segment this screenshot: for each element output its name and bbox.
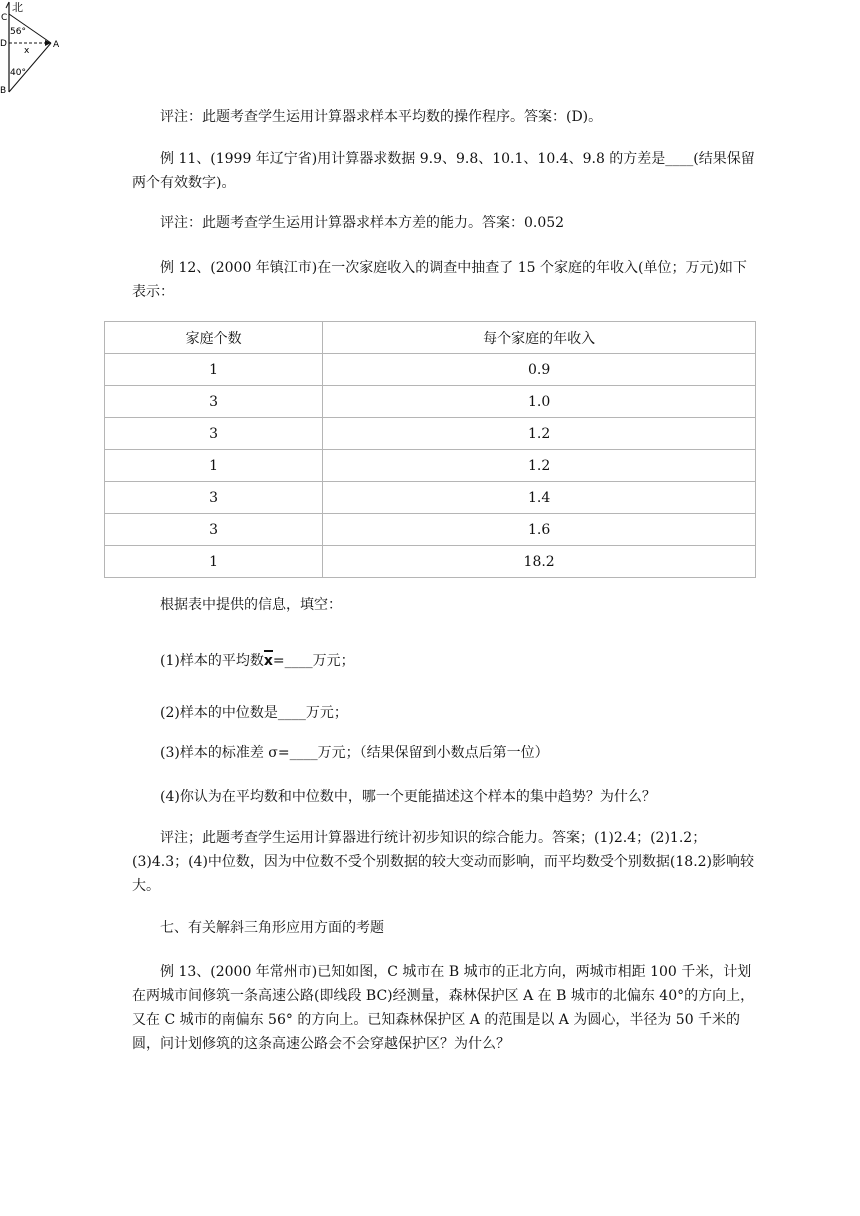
table-row: [105, 354, 756, 386]
table-cell: 3: [105, 386, 323, 418]
table-row: [105, 386, 756, 418]
question-4: (4)你认为在平均数和中位数中，哪一个更能描述这个样本的集中趋势？为什么？: [160, 789, 656, 805]
example-13: 例 13、(2000 年常州市)已知如图，C 城市在 B 城市的正北方向，两城市相距 100 千米，计划在两城市间修筑一条高速公路(即线段 BC)经测量，森林保护区 A 在 B 城市的北偏东 40°的方向上，又在 C 城市的南偏东 56° 的方向上。已知森林保护区 A 的范围是以 A 为圆心，半径为 50 千米的圆，问计划修筑的这条高速公路会不会穿越保护区？为什么？: [132, 964, 755, 1052]
q1-suffix: =____万元；: [272, 653, 355, 669]
table-cell: 1.2: [323, 450, 756, 482]
table-header-cell: 每个家庭的年收入: [323, 322, 756, 354]
table-cell: 1: [105, 546, 323, 578]
table-cell: 3: [105, 514, 323, 546]
question-2: (2)样本的中位数是____万元；: [160, 705, 348, 721]
example-12: 例 12、(2000 年镇江市)在一次家庭收入的调查中抽查了 15 个家庭的年收入(单位；万元)如下表示：: [132, 260, 747, 300]
label-d: D: [0, 39, 7, 49]
question-1: [160, 649, 760, 673]
table-row: [105, 546, 756, 578]
label-north: 北: [12, 1, 23, 14]
label-c: C: [1, 13, 8, 23]
comment-10: 评注：此题考查学生运用计算器求样本平均数的操作程序。答案：(D)。: [160, 109, 603, 125]
table-cell: 1.6: [323, 514, 756, 546]
income-table: [104, 321, 756, 578]
table-cell: 3: [105, 482, 323, 514]
section-7-heading: 七、有关解斜三角形应用方面的考题: [160, 920, 384, 936]
question-3: (3)样本的标准差 σ=____万元；（结果保留到小数点后第一位）: [160, 745, 549, 761]
label-angle-bottom: 40°: [10, 68, 26, 78]
table-row: [105, 514, 756, 546]
table-header-cell: 家庭个数: [105, 322, 323, 354]
label-a: A: [53, 40, 60, 50]
table-cell: 1.2: [323, 418, 756, 450]
table-cell: 1.0: [323, 386, 756, 418]
table-cell: 1: [105, 354, 323, 386]
table-header-row: [105, 322, 756, 354]
comment-12: 评注；此题考查学生运用计算器进行统计初步知识的综合能力。答案；(1)2.4；(2)1.2；(3)4.3；(4)中位数，因为中位数不受个别数据的较大变动而影响，而平均数受个别数据(18.2)影响较大。: [132, 830, 755, 894]
label-x: x: [24, 46, 30, 56]
table-row: [105, 482, 756, 514]
x-bar-symbol: x: [264, 649, 273, 673]
q1-prefix: (1)样本的平均数: [160, 653, 264, 669]
label-b: B: [0, 86, 7, 96]
table-cell: 1: [105, 450, 323, 482]
table-cell: 1.4: [323, 482, 756, 514]
fill-intro: 根据表中提供的信息，填空：: [160, 597, 342, 613]
table-row: [105, 418, 756, 450]
table-row: [105, 450, 756, 482]
comment-11: 评注：此题考查学生运用计算器求样本方差的能力。答案：0.052: [160, 215, 565, 231]
label-angle-top: 56°: [10, 27, 26, 37]
example-11: 例 11、(1999 年辽宁省)用计算器求数据 9.9、9.8、10.1、10.4、9.8 的方差是____(结果保留两个有效数字)。: [132, 151, 755, 191]
triangle-diagram: [0, 0, 70, 100]
table-cell: 3: [105, 418, 323, 450]
table-cell: 18.2: [323, 546, 756, 578]
table-cell: 0.9: [323, 354, 756, 386]
